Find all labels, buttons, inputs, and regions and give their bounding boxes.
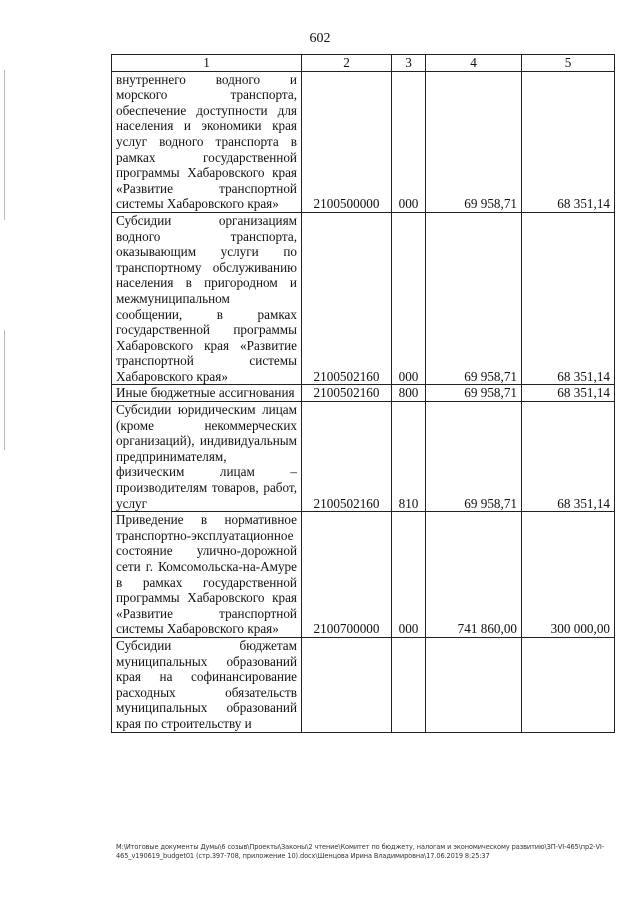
row-amount-2 — [522, 637, 615, 732]
page-number: 602 — [309, 31, 331, 46]
row-amount-2: 300 000,00 — [522, 512, 615, 638]
table-row — [112, 512, 615, 638]
row-code: 2100500000 — [302, 71, 392, 212]
row-code: 2100502160 — [302, 212, 392, 385]
header-row — [112, 55, 615, 72]
row-code: 2100502160 — [302, 402, 392, 512]
row-amount-2: 68 351,14 — [522, 212, 615, 385]
row-amount-2: 68 351,14 — [522, 71, 615, 212]
table-row — [112, 71, 615, 212]
table-row — [112, 637, 615, 732]
row-amount-1: 69 958,71 — [426, 385, 522, 402]
row-name: Иные бюджетные ассигнования — [112, 385, 302, 402]
row-amount-1: 741 860,00 — [426, 512, 522, 638]
row-name: Приведение в нормативное транспортно-эксплуатационное состояние улично-дорожной сети г. Комсомольска-на-Амуре в рамках государственной программы Хабаровского края «Развитие транспортной системы Хабаровского края» — [112, 512, 302, 638]
row-name: внутреннего водного и морского транспорта, обеспечение доступности для населения и экономики края услуг водного транспорта в рамках государственной программы Хабаровского края «Развитие транспортной системы Хабаровского края» — [112, 71, 302, 212]
row-kind — [392, 637, 426, 732]
column-header-amount-2: 5 — [522, 55, 615, 72]
row-code: 2100700000 — [302, 512, 392, 638]
margin-mark — [4, 70, 5, 220]
row-amount-1: 69 958,71 — [426, 71, 522, 212]
row-name: Субсидии бюджетам муниципальных образований края на софинансирование расходных обязательств муниципальных образований края по строительству и — [112, 637, 302, 732]
row-code: 2100502160 — [302, 385, 392, 402]
row-name: Субсидии юридическим лицам (кроме некоммерческих организаций), индивидуальным предпринимателям, физическим лицам – производителям товаров, работ, услуг — [112, 402, 302, 512]
row-kind: 000 — [392, 212, 426, 385]
budget-table — [111, 54, 615, 733]
row-amount-1 — [426, 637, 522, 732]
row-amount-2: 68 351,14 — [522, 385, 615, 402]
row-kind: 800 — [392, 385, 426, 402]
column-header-name: 1 — [112, 55, 302, 72]
table-row — [112, 402, 615, 512]
column-header-code: 2 — [302, 55, 392, 72]
margin-mark — [4, 330, 5, 450]
row-amount-1: 69 958,71 — [426, 212, 522, 385]
column-header-amount-1: 4 — [426, 55, 522, 72]
table-row — [112, 212, 615, 385]
footer-file-path: M:\Итоговые документы Думы\6 созыв\Проекты\Законы\2 чтение\Комитет по бюджету, налогам и экономическому развитию\ЗП-VI-465\пр2-VI-465_v190619_budget01 (стр.397-708, приложение 10).docx\Шенцова Ирина Владимировна\17.06.2019 8:25:37 — [116, 843, 604, 860]
column-header-kind: 3 — [392, 55, 426, 72]
row-code — [302, 637, 392, 732]
row-amount-2: 68 351,14 — [522, 402, 615, 512]
row-kind: 000 — [392, 71, 426, 212]
row-amount-1: 69 958,71 — [426, 402, 522, 512]
row-name: Субсидии организациям водного транспорта, оказывающим услуги по транспортному обслуживанию населения в пригородном и межмуниципальном сообщении, в рамках государственной программы Хабаровского края «Развитие транспортной системы Хабаровского края» — [112, 212, 302, 385]
table-row — [112, 385, 615, 402]
row-kind: 810 — [392, 402, 426, 512]
row-kind: 000 — [392, 512, 426, 638]
